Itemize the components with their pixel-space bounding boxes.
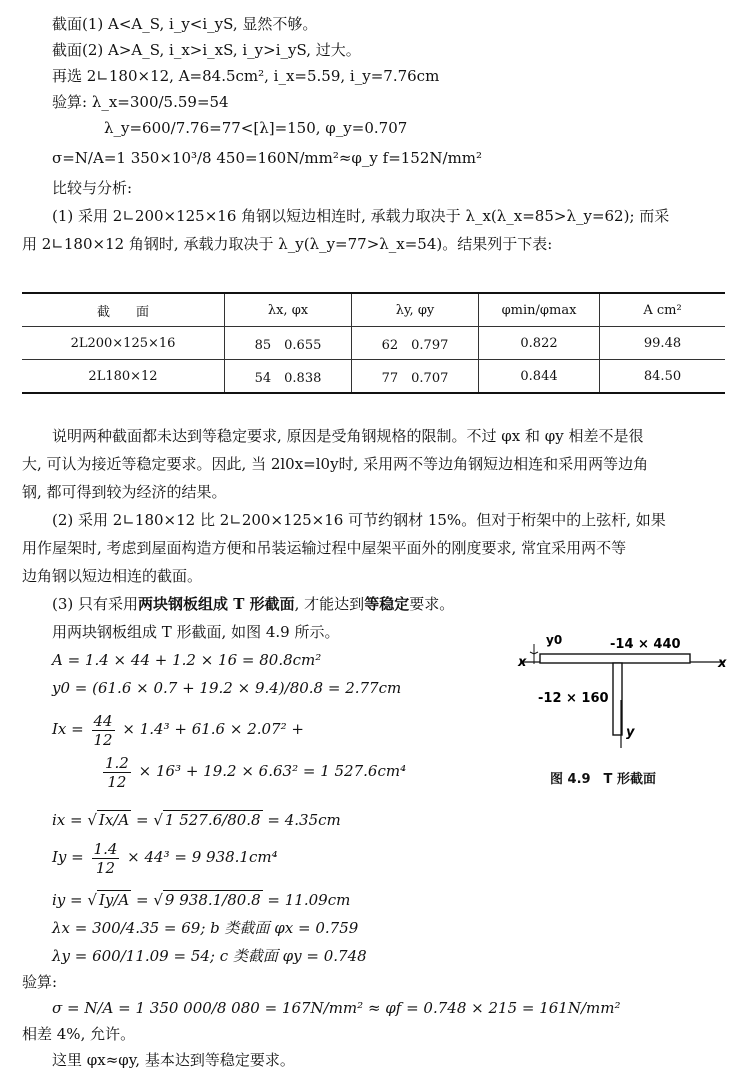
radicand: Ix/A <box>98 811 130 829</box>
table-cell: 77 0.707 <box>352 360 479 394</box>
paragraph-line: 钢, 都可得到较为经济的结果。 <box>22 483 227 501</box>
paragraph-line <box>52 594 454 614</box>
label-y0: y0 <box>546 633 563 647</box>
text-line: 这里 φx≈φy, 基本达到等稳定要求。 <box>52 1051 295 1069</box>
bold-text: 等稳定 <box>364 595 410 613</box>
formula-sigma: σ = N/A = 1 350 000/8 080 = 167N/mm² ≈ φf = 0.748 × 215 = 161N/mm² <box>52 999 621 1017</box>
radicand: 1 527.6/80.8 <box>164 811 261 829</box>
fraction-numerator: 1.2 <box>105 753 129 772</box>
fraction-denominator: 12 <box>95 858 115 877</box>
table-cell: 0.822 <box>479 327 600 360</box>
label-web: -12 × 160 <box>538 691 609 706</box>
header-lambda-x: λx, φx <box>225 293 352 327</box>
paragraph-line: 用两块钢板组成 T 形截面, 如图 4.9 所示。 <box>52 623 340 641</box>
check-label: 验算: <box>22 973 58 991</box>
paragraph-line: 说明两种截面都未达到等稳定要求, 原因是受角钢规格的限制。不过 φx 和 φy 相差不是很 <box>52 427 644 445</box>
formula-radius-y: iy = √ Iy/A = √ 9 938.1/80.8 = 11.09cm <box>52 891 351 909</box>
fraction <box>103 754 131 791</box>
fraction-denominator: 12 <box>107 772 127 791</box>
text-span: (3) 只有采用 <box>52 595 139 613</box>
formula-area: A = 1.4 × 44 + 1.2 × 16 = 80.8cm² <box>52 651 322 669</box>
text-line: 截面(1) A<A_S, i_y<i_yS, 显然不够。 <box>52 15 318 33</box>
formula-lambda-x: λx = 300/4.35 = 69; b 类截面 φx = 0.759 <box>52 919 359 937</box>
text-line: 截面(2) A>A_S, i_x>i_xS, i_y>i_yS, 过大。 <box>52 41 361 59</box>
header-section: 截 面 <box>96 304 149 320</box>
label-x-left: x <box>518 655 527 670</box>
formula-lhs: Iy = <box>52 848 84 866</box>
formula-rest: × 16³ + 19.2 × 6.63² = 1 527.6cm⁴ <box>138 762 407 780</box>
paragraph-line: 边角钢以短边相连的截面。 <box>22 567 203 585</box>
formula-lambda-y: λy = 600/11.09 = 54; c 类截面 φy = 0.748 <box>52 947 367 965</box>
fraction-numerator: 1.4 <box>93 839 118 858</box>
formula-radius-x: ix = √ Ix/A = √ 1 527.6/80.8 = 4.35cm <box>52 811 341 829</box>
table-row <box>22 360 725 394</box>
table-cell: 99.48 <box>600 327 726 360</box>
text-line: σ=N/A=1 350×10³/8 450=160N/mm²≈φ_y f=152N/mm² <box>52 149 483 167</box>
text-line: 用 2∟180×12 角钢时, 承载力取决于 λ_y(λ_y=77>λ_x=54)。结果列于下表: <box>22 235 553 253</box>
paragraph-line: 用作屋架时, 考虑到屋面构造方便和吊装运输过程中屋架平面外的刚度要求, 常宜采用两不等 <box>22 539 627 557</box>
header-area: A cm² <box>600 293 726 327</box>
text-line: 比较与分析: <box>52 179 133 197</box>
table-cell: 54 0.838 <box>225 360 352 394</box>
t-section-figure <box>510 630 735 790</box>
text-line: 相差 4%, 允许。 <box>22 1025 136 1043</box>
table-cell: 62 0.797 <box>352 327 479 360</box>
text-line: 再选 2∟180×12, A=84.5cm², i_x=5.59, i_y=7.76cm <box>52 67 440 85</box>
formula-y0: y0 = (61.6 × 0.7 + 19.2 × 9.4)/80.8 = 2.77cm <box>52 679 402 697</box>
fraction-denominator: 12 <box>93 730 113 749</box>
text-span: 要求。 <box>409 595 455 613</box>
fraction <box>92 712 115 749</box>
table-cell: 85 0.655 <box>225 327 352 360</box>
table-cell: 2L200×125×16 <box>70 335 176 351</box>
bold-text: 两块钢板组成 T 形截面 <box>138 595 295 613</box>
text-line: (1) 采用 2∟200×125×16 角钢以短边相连时, 承载力取决于 λ_x(λ_x=85>λ_y=62); 而采 <box>52 207 670 225</box>
fraction <box>92 840 120 877</box>
header-lambda-y: λy, φy <box>352 293 479 327</box>
table-header-row <box>22 293 725 327</box>
fraction-numerator: 44 <box>93 711 113 730</box>
text-span: , 才能达到 <box>294 595 365 613</box>
formula-lhs: ix = <box>52 811 83 829</box>
text-line: λ_y=600/7.76=77<[λ]=150, φ_y=0.707 <box>104 119 408 137</box>
label-x-right: x <box>718 656 727 671</box>
figure-caption: 图 4.9 T 形截面 <box>550 772 656 787</box>
table-cell: 2L180×12 <box>88 368 158 384</box>
formula-lhs: iy = <box>52 891 83 909</box>
formula-lhs: Ix = <box>52 720 84 738</box>
paragraph-line: 大, 可认为接近等稳定要求。因此, 当 2l0x=l0y时, 采用两不等边角钢短边相连和采用两等边角 <box>22 455 649 473</box>
table-row <box>22 327 725 360</box>
formula-ix-cont <box>100 752 406 791</box>
text-line: 验算: λ_x=300/5.59=54 <box>52 93 229 111</box>
formula-iy <box>52 838 278 877</box>
header-phi-ratio: φmin/φmax <box>479 293 600 327</box>
formula-result: = 4.35cm <box>267 811 341 829</box>
comparison-table <box>22 292 725 394</box>
equals-sign: = <box>136 891 149 909</box>
equals-sign: = <box>135 811 149 829</box>
formula-result: = 11.09cm <box>267 891 351 909</box>
table-cell: 84.50 <box>600 360 726 394</box>
table-cell: 0.844 <box>479 360 600 394</box>
label-y: y <box>626 725 635 740</box>
radicand: 9 938.1/80.8 <box>164 891 261 909</box>
flange-plate <box>540 654 690 663</box>
radicand: Iy/A <box>98 891 130 909</box>
formula-rest: × 44³ = 9 938.1cm⁴ <box>127 848 278 866</box>
formula-ix <box>52 710 304 749</box>
label-flange: -14 × 440 <box>610 637 681 652</box>
formula-rest: × 1.4³ + 61.6 × 2.07² + <box>122 720 304 738</box>
paragraph-line: (2) 采用 2∟180×12 比 2∟200×125×16 可节约钢材 15%。但对于桁架中的上弦杆, 如果 <box>52 511 666 529</box>
